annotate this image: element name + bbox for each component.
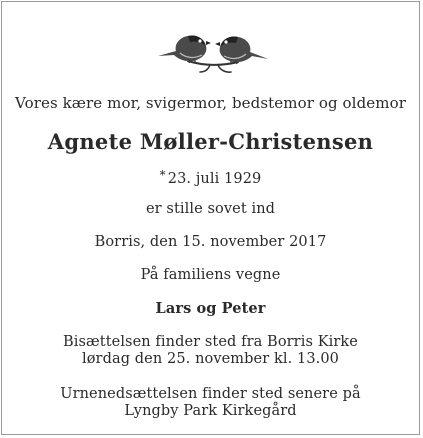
- two-birds-on-branch-icon: [152, 22, 274, 76]
- passed-line: er stille sovet ind: [145, 201, 276, 217]
- intro-line: Vores kære mor, svigermor, bedstemor og oldemor: [15, 94, 406, 112]
- birth-star-symbol: *: [159, 168, 166, 182]
- urn-burial-line-2: Lyngby Park Kirkegård: [124, 403, 297, 419]
- urn-burial-line-1: Urnenedsættelsen finder sted senere på: [60, 386, 361, 402]
- on-behalf-line: På familiens vegne: [140, 267, 281, 283]
- funeral-line-1: Bisættelsen finder sted fra Borris Kirke: [63, 334, 358, 350]
- place-date-line: Borris, den 15. november 2017: [94, 234, 327, 250]
- signers: Lars og Peter: [155, 300, 266, 317]
- birth-date: 23. juli 1929: [167, 171, 262, 187]
- obituary-notice: [1, 1, 420, 435]
- birth-line: [2, 168, 419, 187]
- funeral-line-2: lørdag den 25. november kl. 13.00: [81, 351, 340, 367]
- deceased-name: Agnete Møller-Christensen: [47, 129, 374, 154]
